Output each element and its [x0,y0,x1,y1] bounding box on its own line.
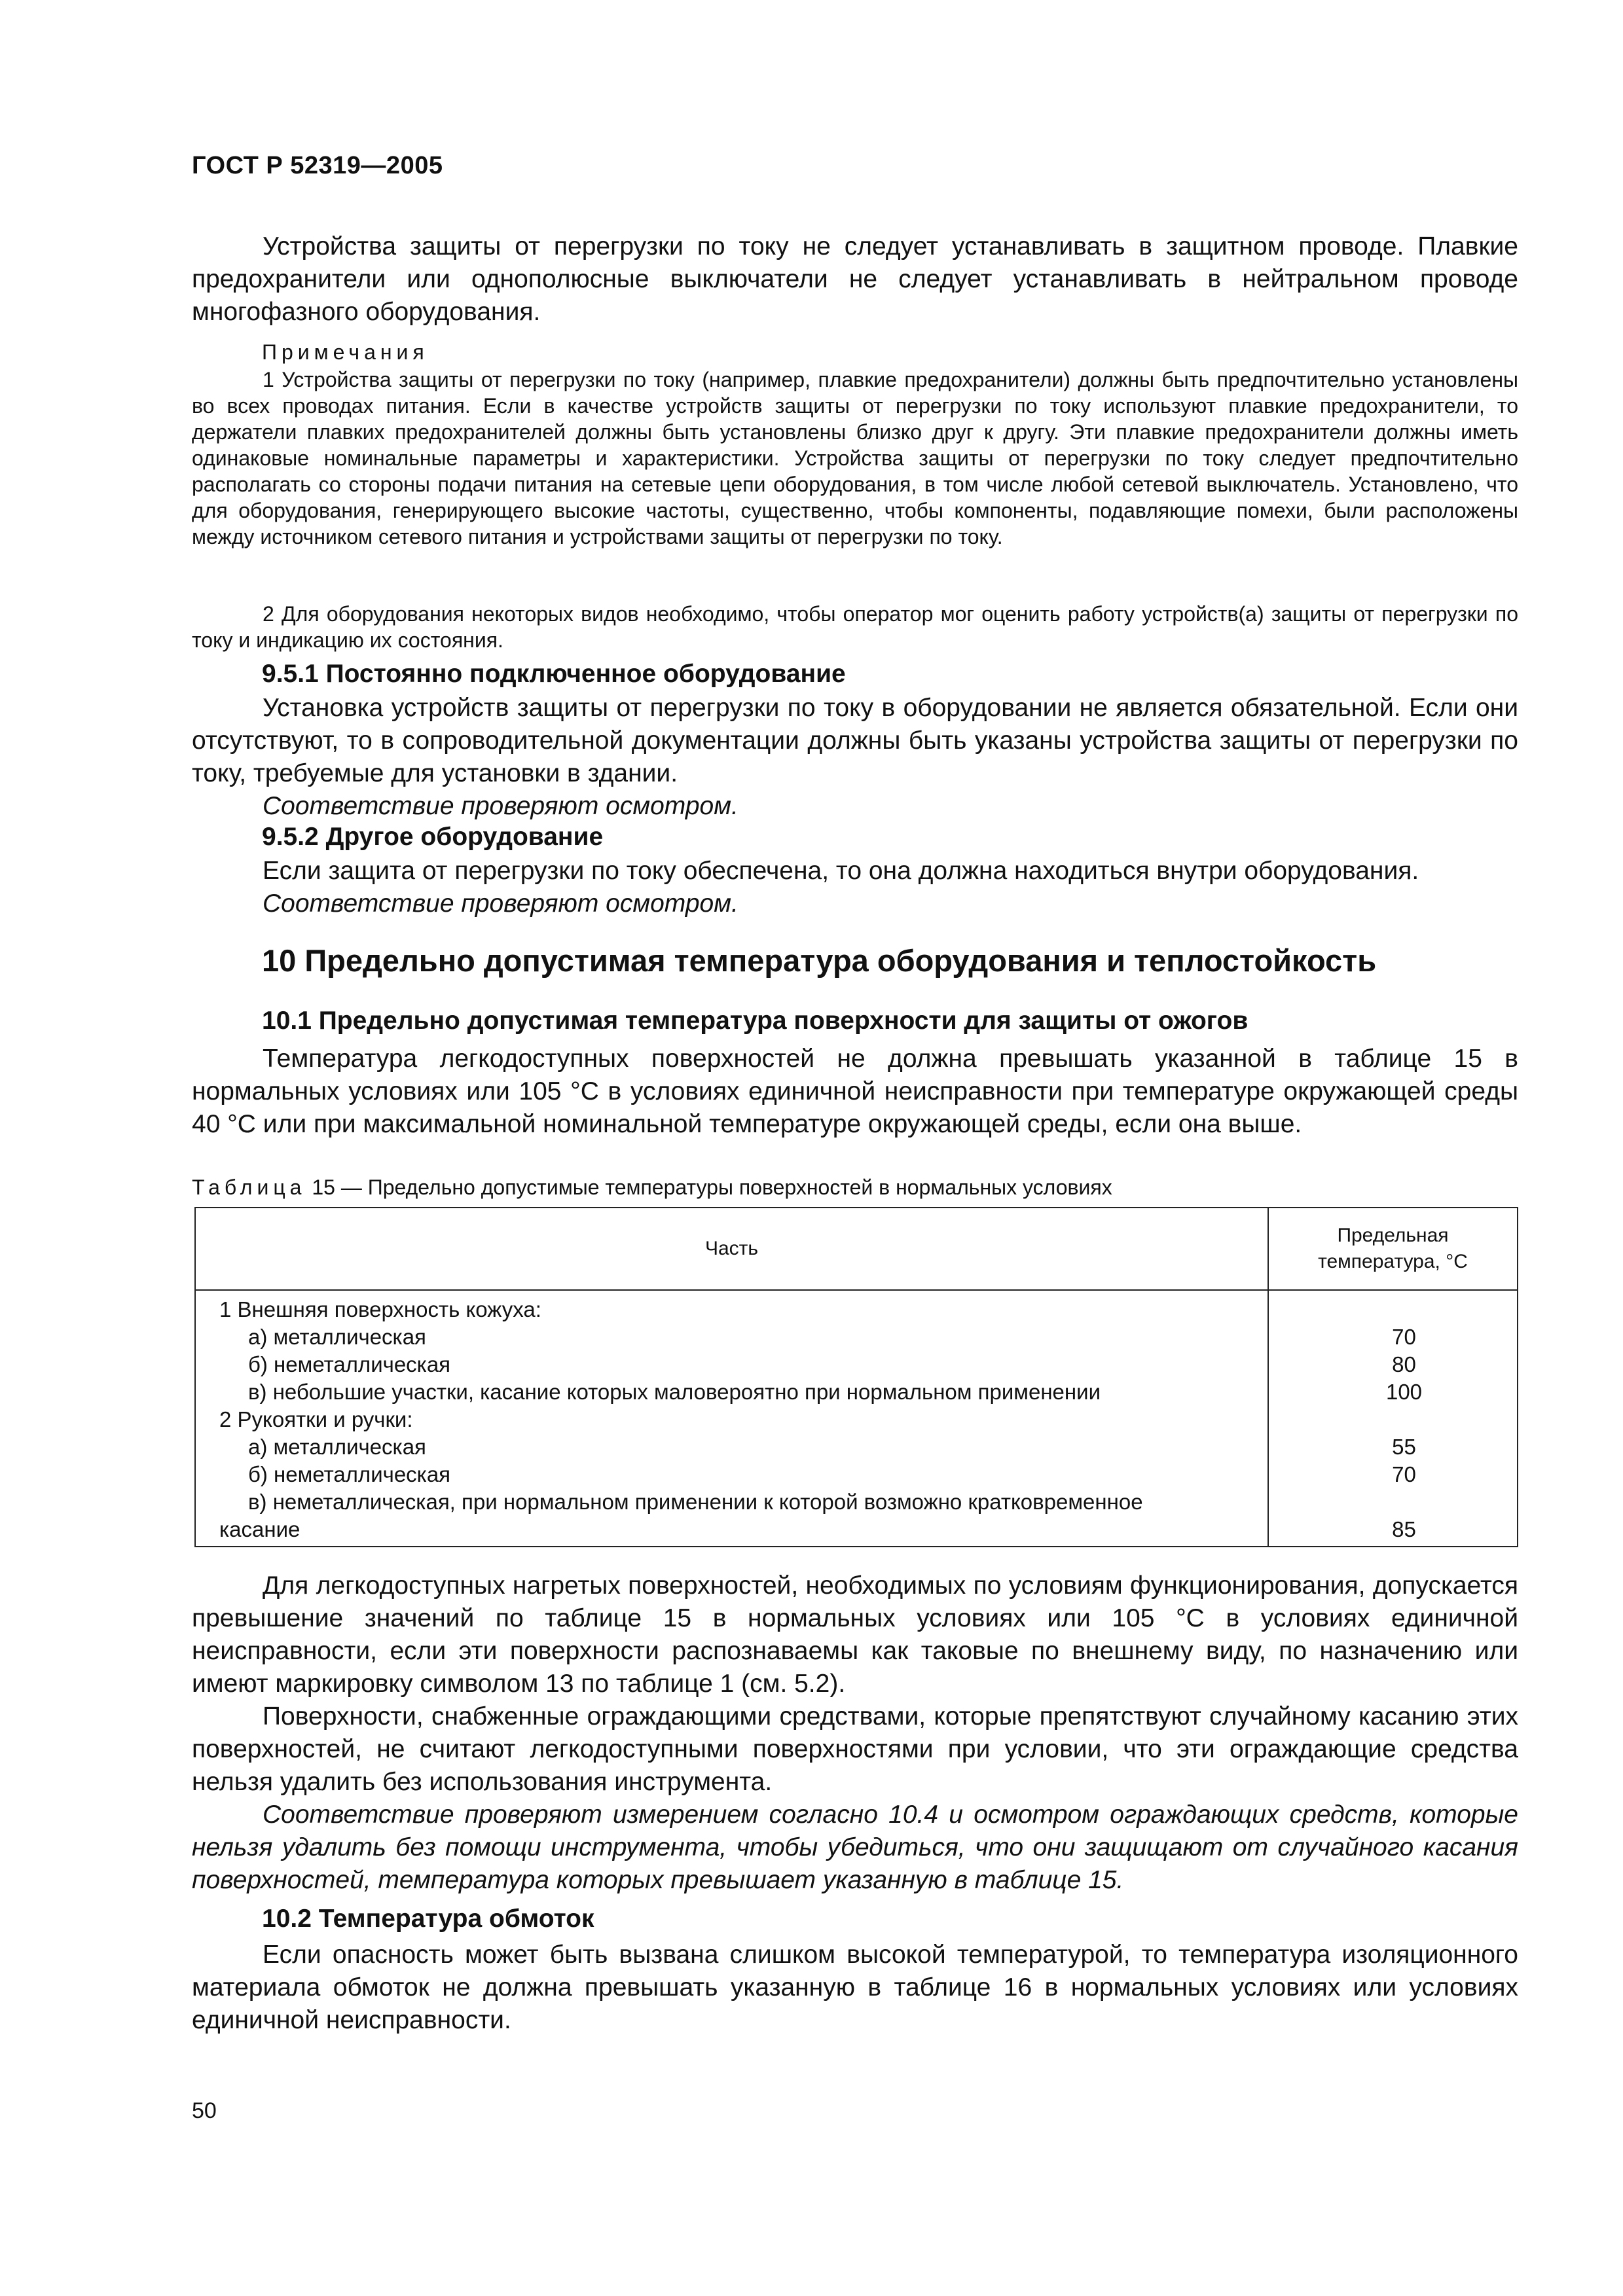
table-row-text: 2 Рукоятки и ручки: [219,1407,413,1431]
table-row-value [1291,1488,1517,1516]
column-header-limit-line1: Предельная [1337,1225,1449,1246]
intro-paragraph: Устройства защиты от перегрузки по току не следует устанавливать в защитном проводе. Плавкие предохранители или однополюсные выключатели не следует устанавливать в нейтральном проводе многофазного оборудования. [192,232,1518,326]
table-caption-label: Таблица [192,1175,306,1199]
section-10-2-paragraph: Если опасность может быть вызвана слишком высокой температурой, то температура изоляционного материала обмоток не должна превышать указанную в таблице 16 в нормальных условиях или условиях единичной неисправности. [192,1941,1518,2034]
page-number: 50 [192,2098,217,2123]
table-row-value: 100 [1385,1380,1423,1404]
table-row-text: а) металлическая [248,1325,426,1349]
note-1: 1 Устройства защиты от перегрузки по току (например, плавкие предохранители) должны быть предпочтительно установлены во всех проводах питания. Если в качестве устройств защиты от перегрузки по току используют плавкие предохранители, то держатели плавких предохранителей должны быть установлены близко друг к другу. Эти плавкие предохранители должны иметь одинаковые номинальные параметры и характеристики. Устройства защиты от перегрузки по току следует предпочтительно располагать со стороны подачи питания на сетевые цепи оборудования, в том числе любой сетевой выключатель. Установлено, что для оборудования, генерирующего высокие частоты, существенно, чтобы компоненты, подавляющие помехи, были расположены между источником сетевого питания и устройствами защиты от перегрузки по току. [192,368,1518,548]
section-9-5-2-check: Соответствие проверяют осмотром. [263,889,739,918]
table-header-row [195,1208,1518,1290]
table-row-text: а) металлическая [248,1435,426,1459]
table-row-text: б) неметаллическая [248,1352,451,1376]
table-15 [194,1207,1518,1547]
after-table-paragraph-2: Поверхности, снабженные ограждающими средствами, которые препятствуют случайному касанию этих поверхностей, не считают легкодоступными поверхностями при условии, что эти ограждающие средства нельзя удалить без использования инструмента. [192,1702,1518,1796]
after-table-paragraph-1: Для легкодоступных нагретых поверхностей, необходимых по условиям функционирования, допускается превышение значений по таблице 15 в нормальных условиях или 105 °С в условиях единичной неисправности, если эти поверхности распознаваемы как таковые по внешнему виду, по назначению или имеют маркировку символом 13 по таблице 1 (см. 5.2). [192,1571,1518,1698]
table-row-value: 85 [1392,1517,1416,1541]
section-9-5-2-heading: 9.5.2 Другое оборудование [262,823,604,851]
table-row-text: 1 Внешняя поверхность кожуха: [219,1297,541,1321]
section-10-1-heading: 10.1 Предельно допустимая температура поверхности для защиты от ожогов [262,1007,1249,1035]
table-15-caption [192,1175,1112,1200]
table-row-text: в) неметаллическая, при нормальном применении к которой возможно кратковременное [248,1490,1143,1514]
column-header-limit-line2: температура, °С [1318,1251,1468,1272]
table-value-cell [1268,1290,1518,1547]
table-caption-text: 15 — Предельно допустимые температуры поверхностей в нормальных условиях [312,1175,1112,1199]
table-row-text: б) неметаллическая [248,1462,451,1486]
table-row-text: в) небольшие участки, касание которых маловероятно при нормальном применении [248,1380,1101,1404]
section-10-heading: 10 Предельно допустимая температура оборудования и теплостойкость [262,943,1377,978]
note-2: 2 Для оборудования некоторых видов необходимо, чтобы оператор мог оценить работу устройств(а) защиты от перегрузки по току и индикацию их состояния. [192,602,1518,652]
after-table-check: Соответствие проверяют измерением согласно 10.4 и осмотром ограждающих средств, которые нельзя удалить без помощи инструмента, чтобы убедиться, что они защищают от случайного касания поверхностей, температура которых превышает указанную в таблице 15. [192,1801,1518,1894]
table-row-value: 80 [1392,1352,1416,1376]
section-10-2-heading: 10.2 Температура обмоток [262,1905,594,1933]
table-row-value [1291,1296,1517,1323]
table-row-text: касание [219,1517,301,1541]
notes-title: Примечания [262,340,429,364]
section-9-5-1-check: Соответствие проверяют осмотром. [263,792,739,820]
section-10-1-paragraph: Температура легкодоступных поверхностей не должна превышать указанной в таблице 15 в нормальных условиях или 105 °С в условиях единичной неисправности при температуре окружающей среды 40 °С или при максимальной номинальной температуре окружающей среды, если она выше. [192,1045,1518,1138]
table-row-value: 70 [1392,1325,1416,1349]
section-9-5-2-paragraph: Если защита от перегрузки по току обеспечена, то она должна находиться внутри оборудования. [263,857,1419,885]
table-row-value: 55 [1392,1435,1416,1459]
section-9-5-1-paragraph: Установка устройств защиты от перегрузки по току в оборудовании не является обязательной. Если они отсутствуют, то в сопроводительной документации должны быть указаны устройства защиты от перегрузки по току, требуемые для установки в здании. [192,694,1518,787]
section-9-5-1-heading: 9.5.1 Постоянно подключенное оборудование [262,660,846,688]
table-row-value [1291,1406,1517,1433]
column-header-part: Часть [195,1208,1268,1290]
document-header: ГОСТ Р 52319—2005 [192,152,443,179]
column-header-limit [1268,1208,1518,1290]
table-part-cell [195,1290,1268,1547]
table-row-value: 70 [1392,1462,1416,1486]
table-body-row [195,1290,1518,1547]
